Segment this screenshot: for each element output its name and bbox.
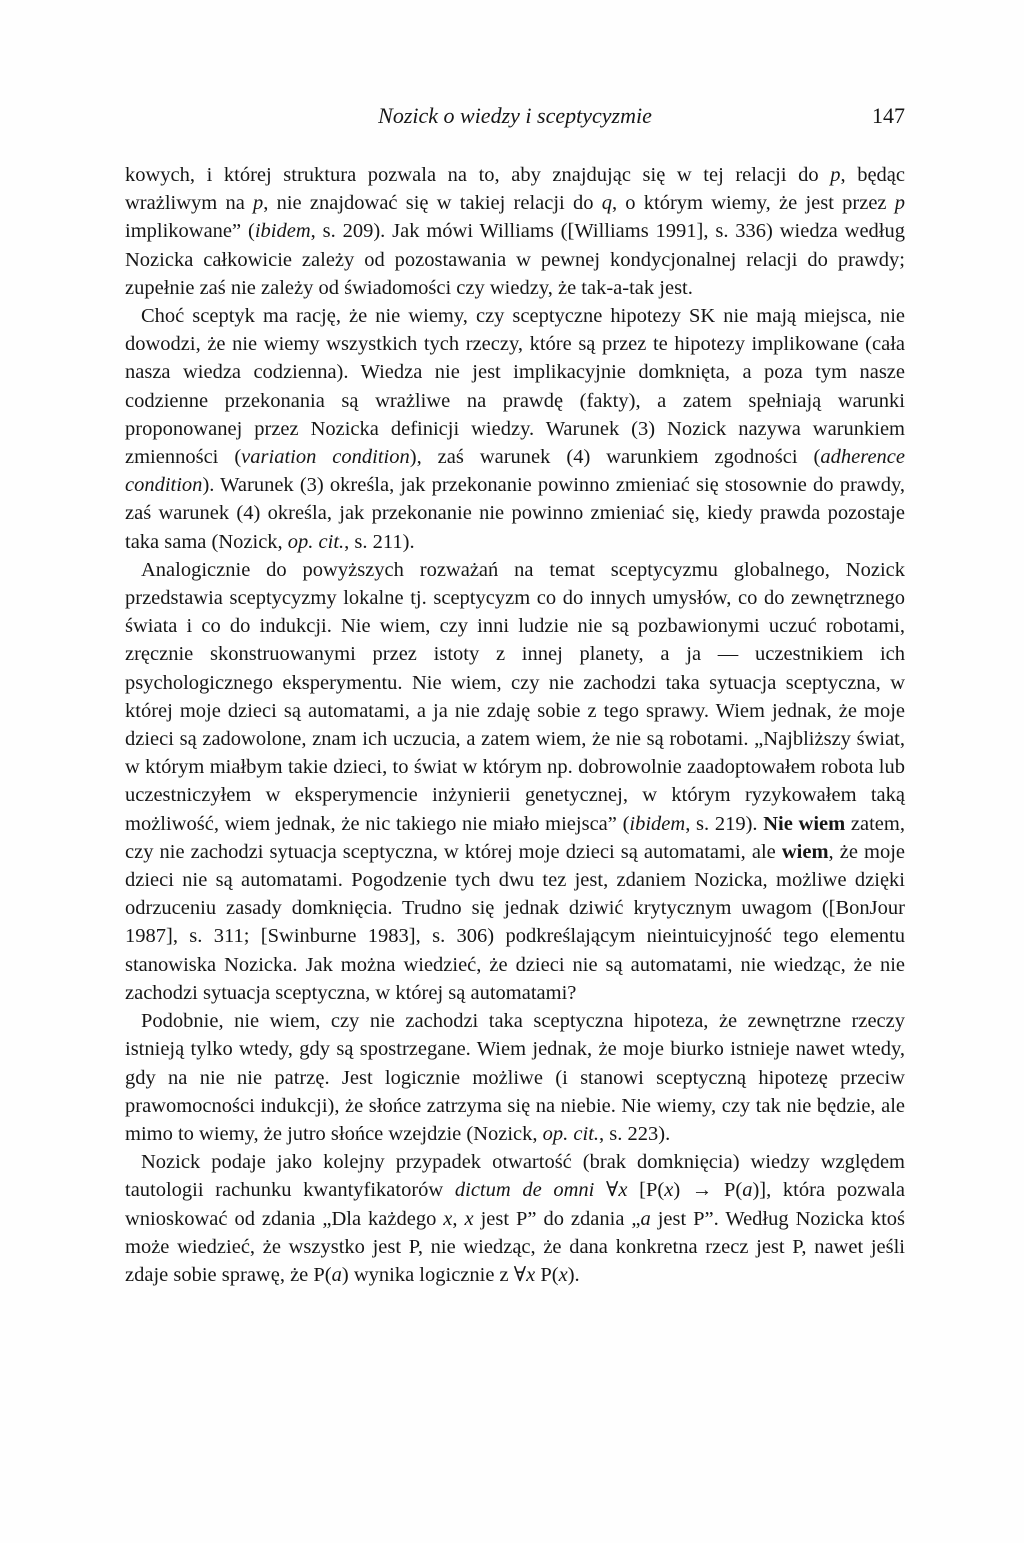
text-run: P( bbox=[535, 1263, 559, 1286]
text-run: , s. 223). bbox=[599, 1122, 671, 1145]
text-run: ). Warunek (3) określa, jak przekonanie powinno zmieniać się stosownie do prawdy, zaś warunek (4) określa, jak przekonanie nie powinno zmieniać się, kiedy prawda pozostaje taka sama (Nozick, bbox=[125, 474, 905, 553]
text-run: , s. 211). bbox=[344, 530, 415, 553]
paragraph bbox=[125, 556, 905, 1007]
text-run: , bbox=[452, 1207, 465, 1230]
italic-run: ibidem bbox=[629, 812, 686, 835]
text-run: Choć sceptyk ma rację, że nie wiemy, czy sceptyczne hipotezy SK nie mają miejsca, nie dowodzi, że nie wiemy wszystkich tych rzeczy, które są przez te hipotezy implikowane (cała nasza wiedza codzienna). Wiedza nie jest implikacyjnie domknięta, a poza tym nasze codzienne przekonania są wrażliwe na prawdę (fakty), a zatem spełniają warunki proponowanej przez Nozicka definicji wiedzy. Warunek (3) Nozick nazywa warunkiem zmienności ( bbox=[125, 305, 905, 469]
text-run: , że moje dzieci nie są automatami. Pogodzenie tych dwu tez jest, zdaniem Nozicka, możliwe dzięki odrzuceniu zasady domknięcia. Trudno się jednak dziwić krytycznym uwagom ([BonJour 1987], s. 311; [Swinburne 1983], s. 306) podkreślającym nieintuicyjność tego elementu stanowiska Nozicka. Jak można wiedzieć, że dzieci nie są automatami, nie wiedząc, że nie zachodzi sytuacja sceptyczna, w której są automatami? bbox=[125, 840, 905, 1004]
italic-run: x bbox=[443, 1207, 453, 1230]
body-text bbox=[125, 161, 905, 1289]
bold-run: Nie wiem bbox=[763, 812, 846, 835]
paragraph bbox=[125, 161, 905, 302]
page-number: 147 bbox=[872, 103, 905, 128]
italic-run: x bbox=[664, 1179, 674, 1202]
italic-run: op. cit. bbox=[542, 1122, 600, 1145]
text-run: ∀ bbox=[594, 1179, 619, 1202]
italic-run: p bbox=[830, 164, 841, 186]
italic-run: p bbox=[253, 192, 264, 215]
text-run: zatem, czy nie zachodzi sytuacja sceptyczna, w której moje dzieci są automatami, ale bbox=[125, 812, 905, 863]
italic-run: adherence condition bbox=[125, 446, 905, 497]
italic-run: x bbox=[526, 1263, 536, 1286]
text-run: ) wynika logicznie z ∀ bbox=[341, 1263, 527, 1286]
italic-run: a bbox=[331, 1263, 342, 1286]
text-run: , o którym wiemy, że jest przez bbox=[611, 192, 895, 215]
italic-run: x bbox=[464, 1207, 474, 1230]
italic-run: x bbox=[618, 1179, 628, 1202]
italic-run: dictum de omni bbox=[454, 1179, 595, 1202]
text-run: ), zaś warunek (4) warunkiem zgodności ( bbox=[409, 446, 821, 469]
text-run: ) → P( bbox=[673, 1179, 743, 1202]
text-run: Nozick podaje jako kolejny przypadek otwartość (brak domknięcia) wiedzy względem tautologii rachunku kwantyfikatorów bbox=[125, 1151, 905, 1202]
italic-run: a bbox=[640, 1207, 651, 1230]
text-run: jest P” do zdania „ bbox=[473, 1207, 641, 1230]
italic-run: variation condition bbox=[241, 446, 410, 469]
text-run: ). bbox=[567, 1263, 580, 1286]
text-run: , nie znajdować się w takiej relacji do bbox=[263, 192, 602, 215]
italic-run: x bbox=[558, 1263, 568, 1286]
text-run: kowych, i której struktura pozwala na to, aby znajdując się w tej relacji do bbox=[125, 164, 831, 186]
text-run: implikowane” ( bbox=[125, 220, 255, 243]
italic-run: op. cit. bbox=[287, 530, 345, 553]
italic-run: p bbox=[894, 192, 905, 215]
text-run: , s. 209). Jak mówi Williams ([Williams 1991], s. 336) wiedza według Nozicka całkowicie zależy od pozostawania w pewnej kondycjonalnej relacji do prawdy; zupełnie zaś nie zależy od świadomości czy wiedzy, że tak-a-tak jest. bbox=[125, 220, 905, 299]
bold-run: wiem bbox=[781, 840, 829, 863]
text-run: [P( bbox=[627, 1179, 665, 1202]
paragraph bbox=[125, 1148, 905, 1289]
italic-run: ibidem bbox=[254, 220, 311, 243]
paragraph bbox=[125, 1007, 905, 1148]
running-title: Nozick o wiedzy i sceptycyzmie bbox=[378, 103, 652, 128]
text-run: , będąc wrażliwym na bbox=[125, 164, 906, 215]
text-run: , s. 219). bbox=[685, 812, 764, 835]
italic-run: a bbox=[742, 1179, 753, 1202]
text-run: jest P”. Według Nozicka ktoś może wiedzieć, że wszystko jest P, nie wiedząc, że dana konkretna rzecz jest P, nawet jeśli zdaje sobie sprawę, że P( bbox=[125, 1207, 906, 1286]
text-run: )], która pozwala wnioskować od zdania „Dla każdego bbox=[125, 1179, 906, 1230]
text-run: Analogicznie do powyższych rozważań na temat sceptycyzmu globalnego, Nozick przedstawia sceptycyzmy lokalne tj. sceptycyzm co do innych umysłów, co do zewnętrznego świata i co do indukcji. Nie wiem, czy inni ludzie nie są pozbawionymi uczuć robotami, zręcznie skonstruowanymi przez istoty z innej planety, a ja — uczestnikiem ich psychologicznego eksperymentu. Nie wiem, czy nie zachodzi taka sytuacja sceptyczna, w której moje dzieci są automatami, a ja nie zdaję sobie z tego sprawy. Wiem jednak, że moje dzieci są zadowolone, znam ich uczucia, a zatem wiem, że nie są robotami. „Najbliższy świat, w którym miałbym takie dzieci, to świat w którym np. dobrowolnie zaadoptowałem robota lub uczestniczyłem w eksperymencie inżynierii genetycznej, w którym ryzykowałem taką możliwość, wiem jednak, że nic takiego nie miało miejsca” ( bbox=[125, 558, 905, 835]
paragraph bbox=[125, 302, 905, 556]
running-head bbox=[125, 100, 905, 132]
italic-run: q bbox=[601, 192, 612, 215]
text-run: Podobnie, nie wiem, czy nie zachodzi taka sceptyczna hipoteza, że zewnętrzne rzeczy istnieją tylko wtedy, gdy są spostrzegane. Wiem jednak, że moje biurko istnieje nawet wtedy, gdy na nie nie patrzę. Jest logicznie możliwe (i stanowi sceptyczną hipotezę przeciw prawomocności indukcji), że słońce zatrzyma się na niebie. Nie wiemy, czy tak nie będzie, ale mimo to wiemy, że jutro słońce wzejdzie (Nozick, bbox=[125, 1010, 905, 1145]
